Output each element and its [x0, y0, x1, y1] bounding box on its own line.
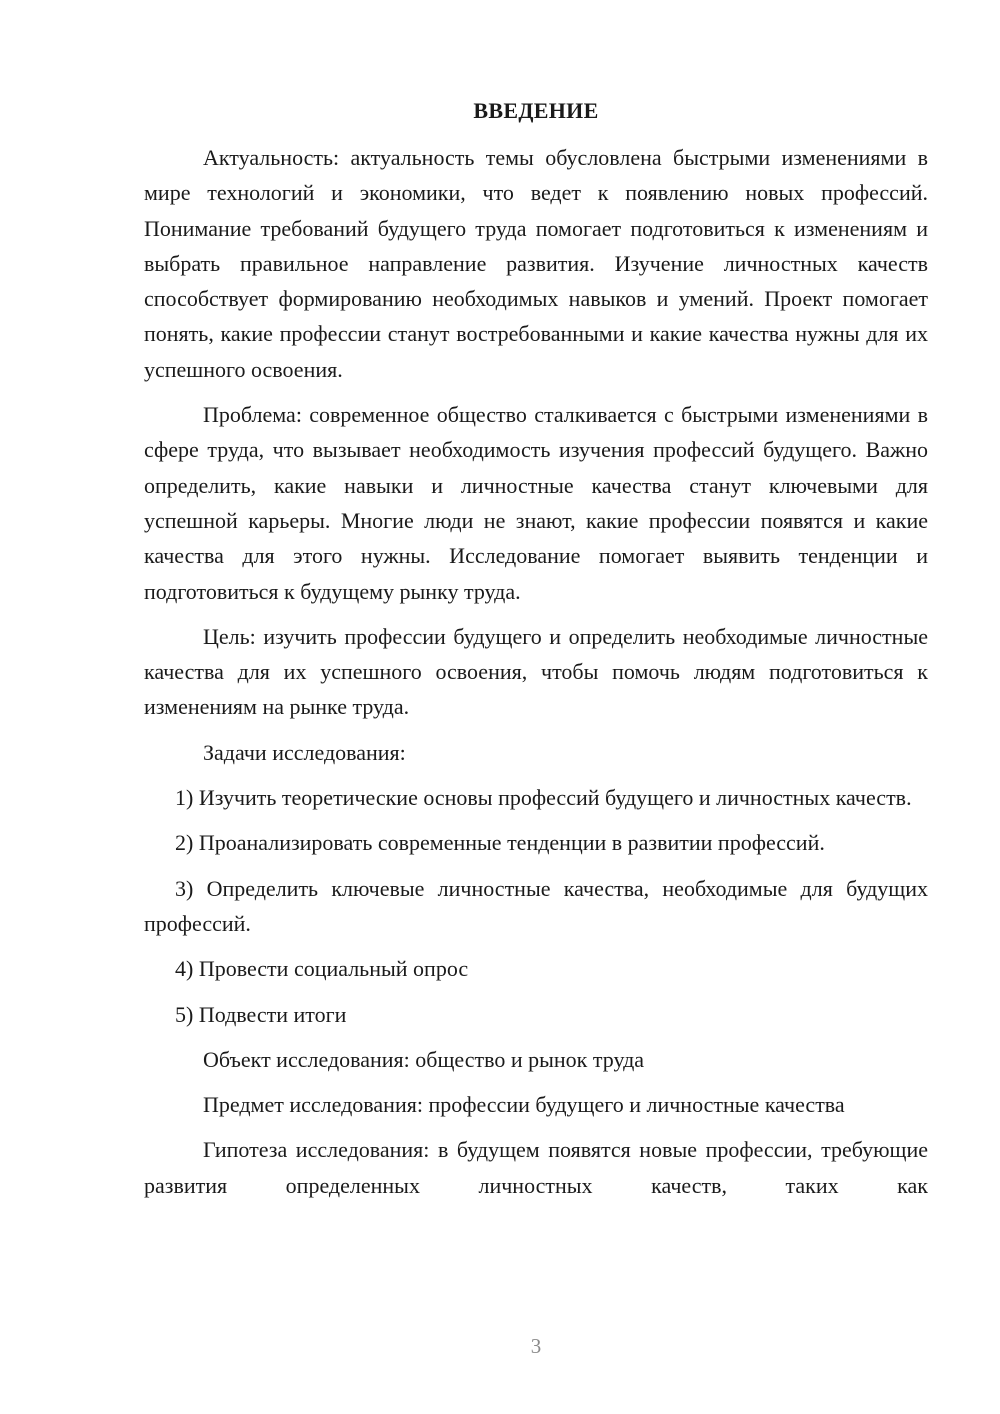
relevance-paragraph: Актуальность: актуальность темы обусловлена быстрыми изменениями в мире технологий и экономики, что ведет к появлению новых профессий. Понимание требований будущего труда помогает подготовиться к изменениям и выбрать правильное направление развития. Изучение личностных качеств способствует формированию необходимых навыков и умений. Проект помогает понять, какие профессии станут востребованными и какие качества нужны для их успешного освоения.: [144, 145, 928, 382]
task-item-2: 2) Проанализировать современные тенденции в развитии профессий.: [175, 830, 825, 856]
tasks-heading: Задачи исследования:: [203, 739, 406, 765]
section-title: ВВЕДЕНИЕ: [473, 98, 599, 123]
subject-paragraph: Предмет исследования: профессии будущего и личностные качества: [203, 1092, 845, 1118]
document-page: [144, 95, 928, 1203]
hypothesis-paragraph: Гипотеза исследования: в будущем появятся новые профессии, требующие развития определенных личностных качеств, таких как: [144, 1137, 928, 1198]
problem-paragraph: Проблема: современное общество сталкивается с быстрыми изменениями в сфере труда, что вызывает необходимость изучения профессий будущего. Важно определить, какие навыки и личностные качества станут ключевыми для успешной карьеры. Многие люди не знают, какие профессии появятся и какие качества для этого нужны. Исследование помогает выявить тенденции и подготовиться к будущему рынку труда.: [144, 402, 928, 604]
page-number: 3: [530, 1334, 542, 1358]
task-item-4: 4) Провести социальный опрос: [175, 956, 469, 982]
task-item-1: 1) Изучить теоретические основы профессий будущего и личностных качеств.: [175, 785, 912, 811]
goal-paragraph: Цель: изучить профессии будущего и определить необходимые личностные качества для их успешного освоения, чтобы помочь людям подготовиться к изменениям на рынке труда.: [144, 623, 928, 720]
task-item-3: 3) Определить ключевые личностные качества, необходимые для будущих профессий.: [144, 875, 928, 936]
object-paragraph: Объект исследования: общество и рынок труда: [203, 1046, 645, 1072]
task-item-5: 5) Подвести итоги: [175, 1001, 347, 1027]
